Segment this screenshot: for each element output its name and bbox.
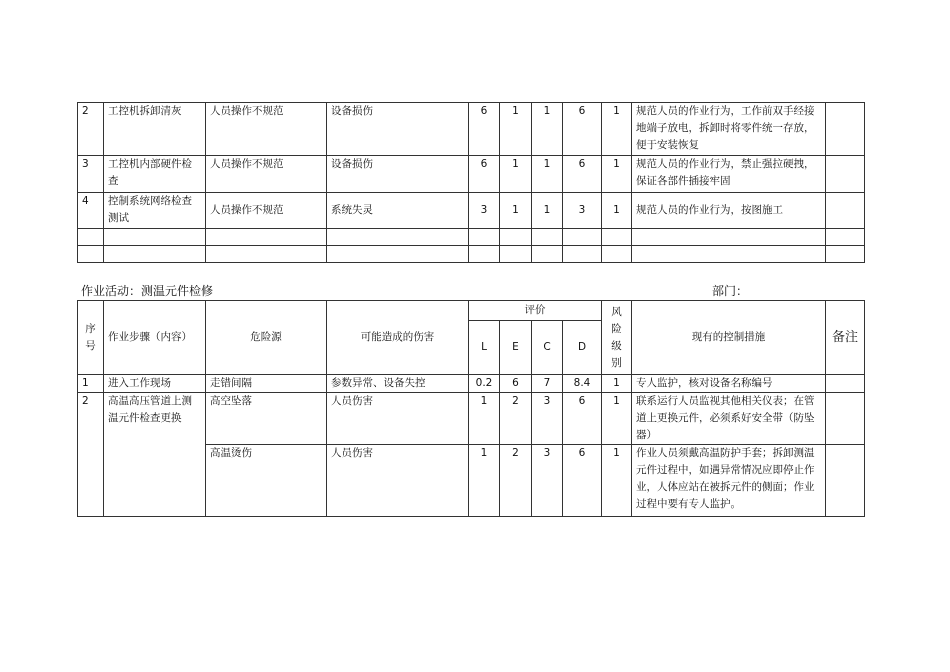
header-hazard: 危险源: [206, 301, 327, 375]
header-remark: 备注: [826, 301, 865, 375]
table-row: [78, 375, 865, 393]
empty-row: [78, 246, 865, 263]
l-cell: 1: [469, 393, 500, 445]
step-cell: 工控机拆卸清灰: [104, 103, 206, 156]
header-eval: 评价: [469, 301, 602, 321]
seq-cell: 3: [78, 156, 104, 193]
e-cell: 2: [500, 445, 532, 517]
harm-cell: 人员伤害: [327, 445, 469, 517]
e-cell: 6: [500, 375, 532, 393]
table-row: [78, 193, 865, 229]
hazard-cell: 高温烫伤: [206, 445, 327, 517]
d-cell: 3: [563, 193, 602, 229]
empty-row: [78, 229, 865, 246]
e-cell: 2: [500, 393, 532, 445]
d-cell: 6: [563, 156, 602, 193]
risk-cell: 1: [602, 103, 632, 156]
remark-cell: [826, 103, 865, 156]
d-cell: 6: [563, 445, 602, 517]
remark-cell: [826, 445, 865, 517]
e-cell: 1: [500, 103, 532, 156]
c-cell: 1: [532, 103, 563, 156]
d-cell: 6: [563, 393, 602, 445]
c-cell: 3: [532, 393, 563, 445]
step-cell: 工控机内部硬件检查: [104, 156, 206, 193]
remark-cell: [826, 375, 865, 393]
header-risk: 风险级别: [602, 301, 632, 375]
header-harm: 可能造成的伤害: [327, 301, 469, 375]
header-control: 现有的控制措施: [632, 301, 826, 375]
hazard-cell: 人员操作不规范: [206, 156, 327, 193]
d-cell: 6: [563, 103, 602, 156]
control-cell: 专人监护，核对设备名称编号: [632, 375, 826, 393]
l-cell: 1: [469, 445, 500, 517]
control-cell: 规范人员的作业行为，禁止强拉硬拽，保证各部件插接牢固: [632, 156, 826, 193]
risk-cell: 1: [602, 375, 632, 393]
harm-cell: 人员伤害: [327, 393, 469, 445]
step-cell: 进入工作现场: [104, 375, 206, 393]
control-cell: 规范人员的作业行为，工作前双手经接地端子放电，拆卸时将零件统一存放，便于安装恢复: [632, 103, 826, 156]
harm-cell: 参数异常、设备失控: [327, 375, 469, 393]
l-cell: 6: [469, 103, 500, 156]
risk-cell: 1: [602, 193, 632, 229]
seq-cell: 4: [78, 193, 104, 229]
step-cell: 高温高压管道上测温元件检查更换: [104, 393, 206, 517]
header-row: [78, 301, 865, 321]
table-row: [78, 393, 865, 445]
header-step: 作业步骤（内容）: [104, 301, 206, 375]
d-cell: 8.4: [563, 375, 602, 393]
department-label: 部门：: [712, 284, 749, 298]
control-cell: 联系运行人员监视其他相关仪表；在管道上更换元件，必须系好安全带（防坠器）: [632, 393, 826, 445]
hazard-cell: 人员操作不规范: [206, 193, 327, 229]
l-cell: 0.2: [469, 375, 500, 393]
hazard-table-continued: [77, 102, 865, 263]
remark-cell: [826, 193, 865, 229]
header-d: D: [563, 321, 602, 375]
seq-cell: 2: [78, 393, 104, 517]
header-c: C: [532, 321, 563, 375]
hazard-cell: 人员操作不规范: [206, 103, 327, 156]
hazard-cell: 高空坠落: [206, 393, 327, 445]
hazard-cell: 走错间隔: [206, 375, 327, 393]
control-cell: 规范人员的作业行为，按图施工: [632, 193, 826, 229]
harm-cell: 设备损伤: [327, 156, 469, 193]
remark-cell: [826, 156, 865, 193]
harm-cell: 设备损伤: [327, 103, 469, 156]
step-cell: 控制系统网络检查测试: [104, 193, 206, 229]
control-cell: 作业人员须戴高温防护手套；拆卸测温元件过程中，如遇异常情况应即停止作业，人体应站在被拆元件的侧面；作业过程中要有专人监护。: [632, 445, 826, 517]
risk-cell: 1: [602, 393, 632, 445]
risk-cell: 1: [602, 445, 632, 517]
hazard-table-temperature-element: [77, 300, 865, 517]
remark-cell: [826, 393, 865, 445]
header-l: L: [469, 321, 500, 375]
seq-cell: 1: [78, 375, 104, 393]
risk-cell: 1: [602, 156, 632, 193]
activity-label: 作业活动：测温元件检修: [81, 284, 214, 298]
seq-cell: 2: [78, 103, 104, 156]
table-row: [78, 156, 865, 193]
header-seq: 序号: [78, 301, 104, 375]
c-cell: 1: [532, 156, 563, 193]
harm-cell: 系统失灵: [327, 193, 469, 229]
c-cell: 1: [532, 193, 563, 229]
c-cell: 3: [532, 445, 563, 517]
header-e: E: [500, 321, 532, 375]
e-cell: 1: [500, 156, 532, 193]
l-cell: 6: [469, 156, 500, 193]
l-cell: 3: [469, 193, 500, 229]
c-cell: 7: [532, 375, 563, 393]
table-row: [78, 103, 865, 156]
e-cell: 1: [500, 193, 532, 229]
